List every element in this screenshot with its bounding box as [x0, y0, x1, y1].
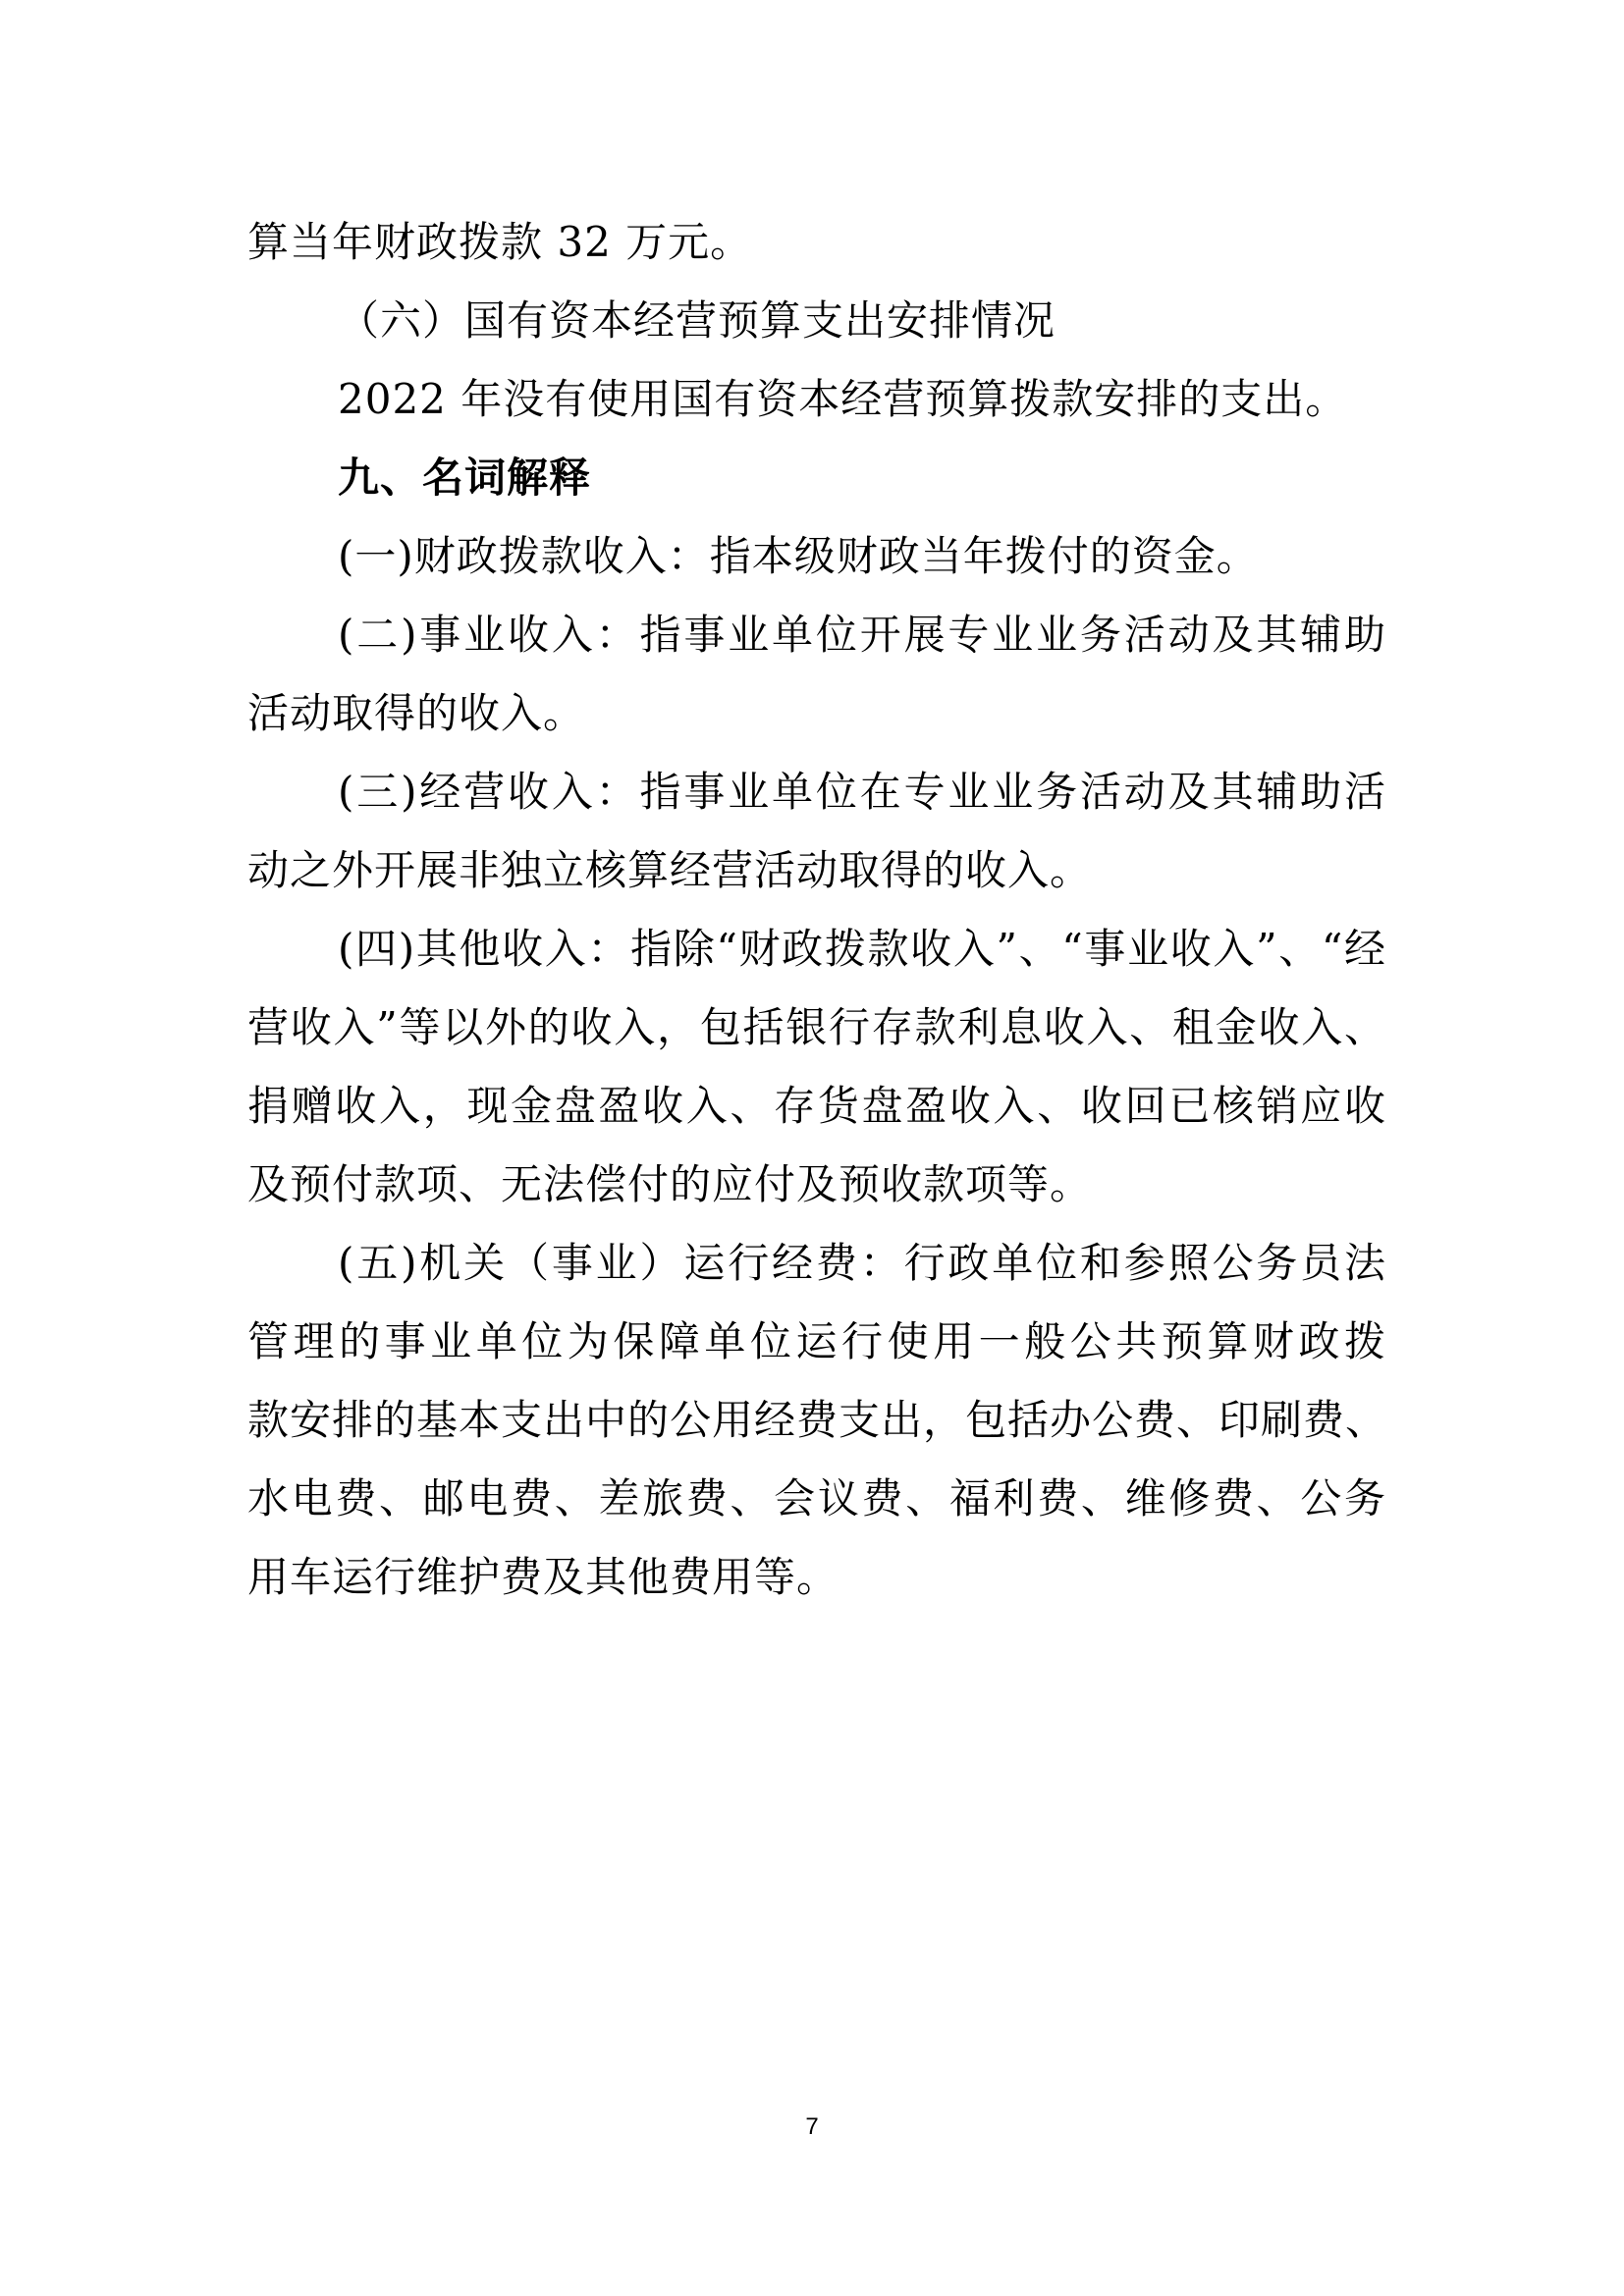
definition-line: 捐赠收入，现金盘盈收入、存货盘盈收入、收回已核销应收	[247, 1082, 1386, 1130]
section-subheading: （六）国有资本经营预算支出安排情况	[338, 296, 1056, 345]
definition-line: 款安排的基本支出中的公用经费支出，包括办公费、印刷费、	[247, 1396, 1388, 1444]
definition-line: 及预付款项、无法偿付的应付及预收款项等。	[247, 1160, 1093, 1208]
definition-line: (二)事业收入：指事业单位开展专业业务活动及其辅助	[338, 611, 1386, 659]
definition-line: (五)机关（事业）运行经费：行政单位和参照公务员法	[338, 1239, 1386, 1287]
definition-line: (三)经营收入：指事业单位在专业业务活动及其辅助活	[338, 768, 1386, 816]
definition-line: 用车运行维护费及其他费用等。	[247, 1553, 839, 1601]
definition-line: 营收入”等以外的收入，包括银行存款利息收入、租金收入、	[247, 1003, 1386, 1051]
definition-line: (四)其他收入：指除“财政拨款收入”、“事业收入”、“经	[338, 925, 1386, 973]
paragraph-line: 2022 年没有使用国有资本经营预算拨款安排的支出。	[338, 375, 1348, 423]
definition-line: 活动取得的收入。	[247, 689, 586, 737]
page-number: 7	[805, 2113, 819, 2140]
definition-line: 管理的事业单位为保障单位运行使用一般公共预算财政拨	[247, 1317, 1386, 1365]
definition-line: (一)财政拨款收入：指本级财政当年拨付的资金。	[338, 532, 1259, 580]
paragraph-line: 算当年财政拨款 32 万元。	[247, 218, 753, 266]
section-heading: 九、名词解释	[338, 454, 592, 502]
definition-line: 动之外开展非独立核算经营活动取得的收入。	[247, 846, 1093, 894]
definition-line: 水电费、邮电费、差旅费、会议费、福利费、维修费、公务	[247, 1474, 1386, 1522]
